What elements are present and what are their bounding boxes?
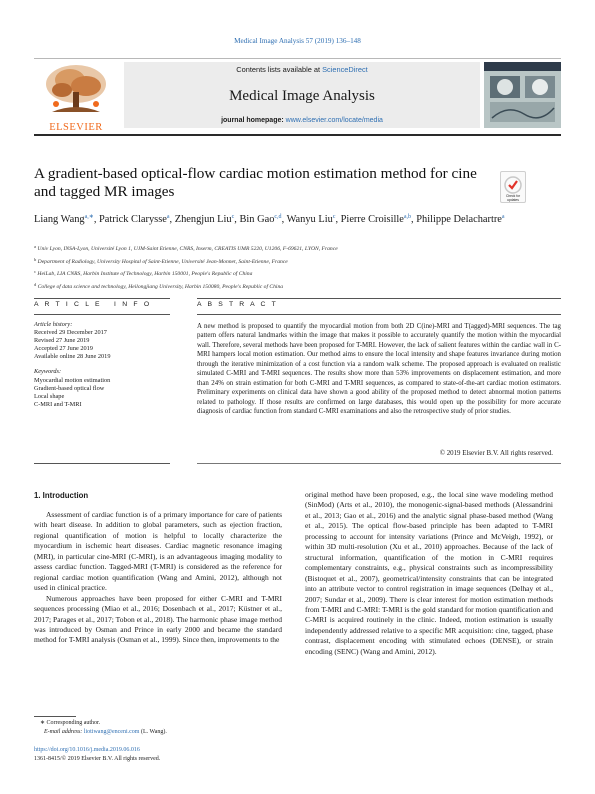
section-heading-introduction: 1. Introduction	[34, 491, 89, 500]
email-link[interactable]: liotiwang@enceni.com	[83, 729, 140, 736]
affiliation-text: Univ Lyon, INSA-Lyon, Université Lyon 1, UJM-Saint Etienne, CNRS, Inserm, CREATIS UMR 5220, U1206, F-69621, LYON, France	[37, 246, 338, 252]
journal-homepage	[124, 117, 480, 124]
email-suffix: (L. Wang).	[139, 729, 167, 736]
affiliation-marker: a	[34, 244, 36, 249]
author-name[interactable]: Wanyu Liu	[286, 214, 333, 225]
cover-image	[484, 62, 561, 128]
author-name[interactable]: Bin Gao	[239, 214, 275, 225]
journal-reference[interactable]: Medical Image Analysis 57 (2019) 136–148	[234, 37, 361, 45]
homepage-link[interactable]: www.elsevier.com/locate/media	[285, 117, 383, 124]
abstract-text: A new method is proposed to quantify the myocardial motion from both 2D C(ine)-MRI and T(agged)-MRI sequences. The tag pattern offers natural landmarks within the image that makes it possible to accurately quantify the motion within the myocardial wall. Therefore, several methods have been proposed for T-MRI. However, the lack of salient features within the cardiac wall in C-MRI hampers local motion estimation. Our method aims to ensure the local intensity and shape features invariance during motion through the iterative minimization of a cost function via a random walk scheme. The proposed approach is evaluated on realistic simulated C-MRI and T-MRI sequences. The results show more than 53% improvements on displacement estimation, and more than 24% on strain estimation for both C-MRI and T-MRI sequences, as compared to state-of-the-art cardiac motion estimators. Preliminary experiments on clinical data have shown a good ability of the proposed method to detect abnormal motion patterns related to pathology. If those results are confirmed on large databases, this would open up the possibility for more accurate diagnosis of cardiac function from standard C-MRI examinations and also the retrospective study of prior studies.	[197, 323, 561, 416]
history-item: Revised 27 June 2019	[34, 337, 90, 345]
author-affiliation-marker[interactable]: a,∗	[84, 214, 94, 220]
elsevier-wordmark: ELSEVIER	[49, 122, 103, 133]
article-info-top-rule	[34, 298, 170, 299]
article-title: A gradient-based optical-flow cardiac motion estimation method for cine and tagged MR images	[34, 165, 477, 200]
keyword: C-MRI and T-MRI	[34, 400, 82, 408]
affiliation-text: College of data science and technology, Heilongjiang University, Harbin 150080, People's Republic of China	[37, 283, 284, 290]
sciencedirect-link[interactable]: ScienceDirect	[322, 65, 368, 74]
author-affiliation-marker[interactable]: a	[501, 214, 505, 220]
keywords-heading: Keywords:	[34, 368, 62, 376]
author-affiliation-marker[interactable]: c	[231, 214, 235, 220]
author-name[interactable]: Patrick Clarysse	[99, 214, 167, 225]
author-list	[34, 210, 554, 227]
affiliation-text: HeiLab, LIA CNRS, Harbin Institute of Technology, Harbin 150001, People's Republic of China	[37, 271, 253, 277]
affiliation-marker: d	[34, 281, 37, 287]
abstract-bottom-rule	[197, 314, 561, 315]
banner-top-rule	[34, 58, 561, 59]
author-name[interactable]: Pierre Croisille	[340, 214, 404, 225]
history-item: Available online 28 June 2019	[34, 353, 111, 361]
history-item: Accepted 27 June 2019	[34, 345, 93, 353]
doi-block	[34, 746, 334, 765]
contents-prefix: Contents lists available at	[236, 65, 323, 74]
body-paragraph: original method have been proposed, e.g., the local sine wave modeling method (SinMod) (Arts et al., 2010), the monogenic-signal-based methods (Alessandrini et al., 2013; Gao et al., 2016) and the analytic signal phase-based method (Wang et al., 2015). The optical flow-based principle has been adapted to T-MRI processing to account for intensity variations (Prince and McVeigh, 1992), or within 3D multi-resolution (Xu et al., 2010) approaches. Because of the lack of structural information, quantification of the motion in C-MRI requires complementary constraints, e.g., physical constraints such as incompressibility (Bistoquet et al., 2007), geometrical/intensity constraints that can be integrated into an attribute vector to control registration in image sequences (Delhay et al., 2007; Sundar et al., 2009). There is clear interest for motion estimation methods from T-MRI and C-MRI: T-MRI is the gold standard for motion quantification and C-MRI is acquired routinely in the clinic. Indeed, motion estimation is usually independently addressed relative to a specific MR acquisition: cine, tagged, phase contrast, displacement encoding with stimulated echoes (DENSE), or strain encoding (SENC) (Wang and Amini, 2012).	[305, 490, 553, 656]
contents-line	[124, 65, 480, 74]
keyword: Local shape	[34, 392, 65, 400]
affiliation-line	[34, 242, 561, 255]
journal-title: Medical Image Analysis	[229, 88, 375, 104]
doi-link[interactable]: https://doi.org/10.1016/j.media.2019.06.016	[34, 747, 140, 753]
abstract-top-rule	[197, 298, 561, 299]
affiliations	[34, 242, 561, 292]
body-paragraph: Numerous approaches have been proposed for either C-MRI and T-MRI sequences processing (Miao et al., 2016; Dosenbach et al., 2017; Küstner et al., 2017; Parages et al., 2017; Tobon et al., 2018). The harmonic phase image method was introduced by Osman and Prince in early 2000 and became the standard method for T-MRI analysis (Osman et al., 1999). Since then, improvements to the	[34, 593, 282, 645]
author-separator: ,	[281, 214, 287, 225]
body-left-column	[34, 510, 282, 646]
crossmark-label: Check for updates	[505, 194, 521, 202]
body-paragraph: Assessment of cardiac function is of a primary importance for care of patients with heart disease. In addition to global parameters, such as ejection fraction, regional quantification of motion is helpful to locally characterize the myocardium in ischemic heart diseases. Cardiac magnetic resonance imaging (MRI), in particular cine-MRI (C-MRI), is an advantageous imaging modality to assess cardiac function. Tagged-MRI (T-MRI) is considered as the reference for regional cardiac motion quantification (Wang and Amini, 2012), although not used in clinical practice.	[34, 510, 282, 593]
article-info-end-rule	[34, 463, 170, 464]
author-name[interactable]: Zhengjun Liu	[174, 214, 232, 225]
author-affiliation-marker[interactable]: a,b	[403, 214, 412, 220]
keyword: Gradient-based optical flow	[34, 384, 105, 392]
author-affiliation-marker[interactable]: a	[166, 214, 170, 220]
author-separator: ,	[169, 214, 175, 225]
affiliation-line	[34, 255, 561, 268]
author-affiliation-marker[interactable]: c,d	[274, 214, 282, 220]
elsevier-tree-icon	[34, 62, 118, 118]
author-separator: ,	[93, 214, 100, 225]
corresponding-author-note: ∗ Corresponding author.	[40, 720, 101, 726]
author-name[interactable]: Philippe Delachartre	[416, 214, 502, 225]
article-info-heading: A R T I C L E I N F O	[34, 301, 152, 308]
footnote-rule	[34, 716, 76, 717]
history-item: Received 29 December 2017	[34, 329, 107, 337]
issn-line: 1361-8415/© 2019 Elsevier B.V. All rights reserved.	[34, 756, 161, 763]
crossmark-icon	[501, 174, 525, 196]
journal-banner	[34, 58, 561, 132]
keyword: Myocardial motion estimation	[34, 376, 111, 384]
author-separator: ,	[234, 214, 240, 225]
article-info-block	[34, 321, 170, 409]
abstract-heading: A B S T R A C T	[197, 301, 278, 308]
affiliation-line	[34, 267, 561, 280]
elsevier-logo	[34, 62, 118, 133]
affiliation-marker: b	[34, 256, 37, 262]
body-right-column	[305, 490, 553, 657]
abstract-end-rule	[197, 463, 561, 464]
author-affiliation-marker[interactable]: c	[332, 214, 336, 220]
abstract-copyright: © 2019 Elsevier B.V. All rights reserved.	[439, 450, 553, 457]
banner-bottom-rule	[34, 134, 561, 136]
affiliation-line	[34, 280, 561, 293]
author-name[interactable]: Liang Wang	[34, 214, 85, 225]
article-info-bottom-rule	[34, 314, 170, 315]
corresponding-footnote	[34, 719, 282, 738]
check-for-updates-badge[interactable]	[500, 171, 526, 203]
email-label: E-mail address:	[44, 729, 84, 736]
article-history-heading: Article history:	[34, 321, 73, 328]
author-separator: ,	[335, 214, 341, 225]
affiliation-text: Department of Radiology, University Hospital of Saint-Etienne, Université Jean-Monnet, Saint-Etienne, France	[37, 258, 288, 265]
homepage-prefix: journal homepage:	[221, 117, 286, 124]
author-separator: ,	[411, 214, 417, 225]
journal-cover-thumbnail	[484, 62, 561, 128]
affiliation-marker: c	[34, 269, 36, 274]
